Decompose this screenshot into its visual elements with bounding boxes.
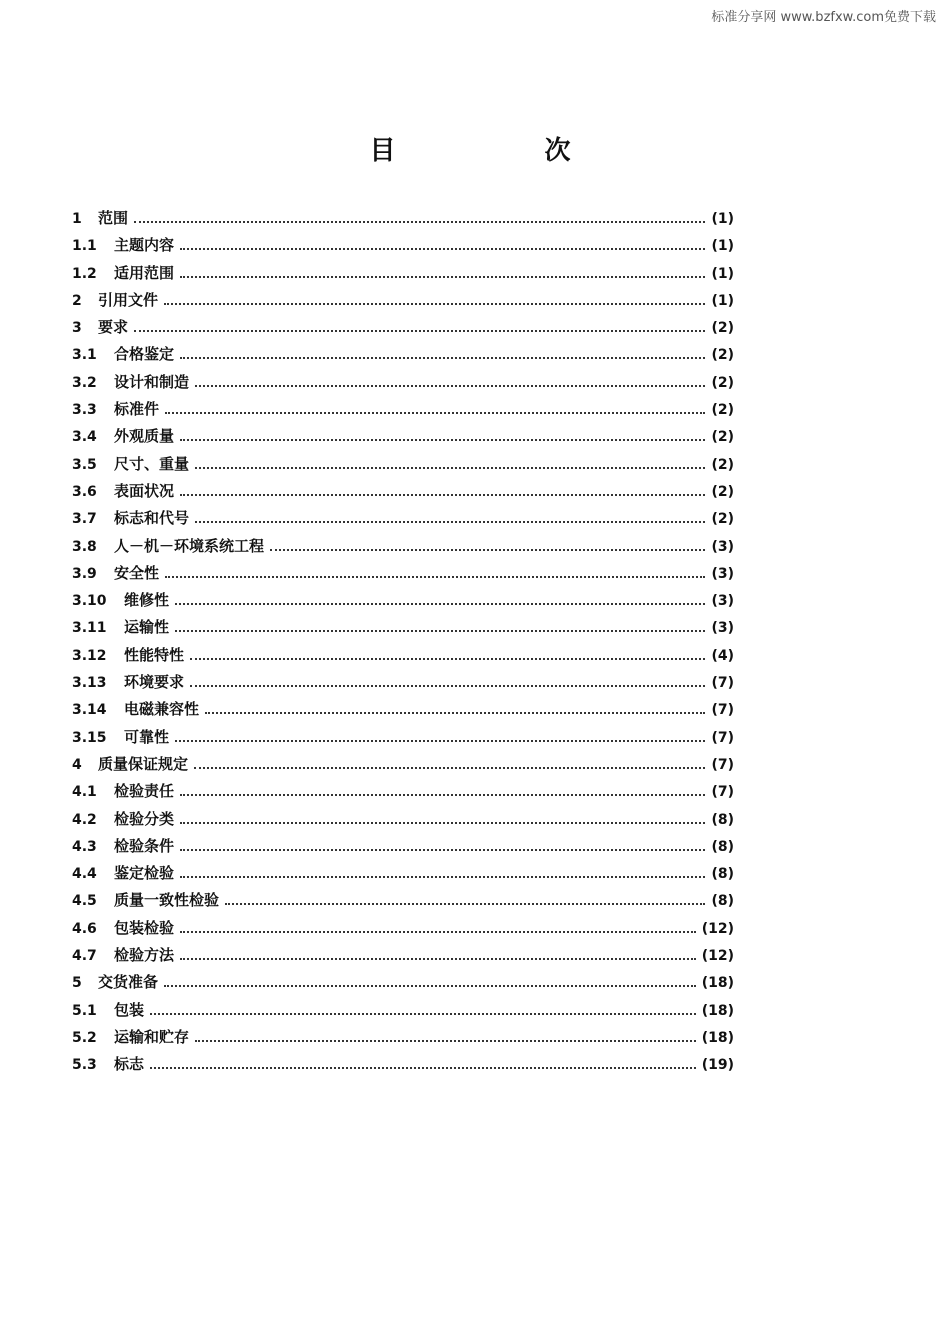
toc-leader-dots: [180, 248, 705, 250]
toc-leader-dots: [134, 330, 705, 332]
toc-entry[interactable]: [72, 371, 734, 398]
toc-entry-title: 外观质量: [114, 427, 175, 446]
toc-entry-number: 5.1: [72, 1002, 97, 1019]
toc-entry[interactable]: [72, 753, 734, 780]
toc-entry-title: 包装检验: [114, 918, 175, 937]
toc-leader-dots: [190, 685, 705, 687]
toc-entry-page: (3): [711, 538, 734, 555]
toc-entry-page: (2): [711, 483, 734, 500]
toc-entry-number: 4.7: [72, 948, 97, 965]
toc-leader-dots: [180, 822, 705, 824]
toc-entry-title: 人－机－环境系统工程: [114, 536, 265, 555]
toc-entry-page: (18): [701, 1002, 734, 1019]
toc-leader-dots: [270, 549, 705, 551]
toc-entry-page: (12): [701, 948, 734, 965]
toc-entry[interactable]: [72, 698, 734, 725]
toc-entry[interactable]: [72, 453, 734, 480]
toc-entry[interactable]: [72, 343, 734, 370]
toc-leader-dots: [134, 221, 705, 223]
toc-entry[interactable]: [72, 917, 734, 944]
toc-leader-dots: [180, 958, 696, 960]
toc-leader-dots: [205, 712, 705, 714]
toc-entry[interactable]: [72, 207, 734, 234]
toc-entry-page: (18): [701, 1029, 734, 1046]
toc-leader-dots: [180, 876, 705, 878]
toc-leader-dots: [180, 357, 705, 359]
page-title: 目 次: [369, 136, 641, 166]
toc-leader-dots: [164, 303, 705, 305]
toc-entry-title: 检验方法: [114, 946, 175, 965]
toc-entry-page: (12): [701, 920, 734, 937]
toc-entry-number: 2: [72, 292, 82, 309]
toc-leader-dots: [225, 903, 705, 905]
toc-entry-number: 3.4: [72, 429, 97, 446]
toc-entry-title: 检验分类: [114, 809, 175, 828]
toc-entry-page: (7): [711, 784, 734, 801]
toc-entry-page: (4): [711, 647, 734, 664]
toc-entry[interactable]: [72, 1053, 734, 1080]
toc-entry-title: 标志: [114, 1055, 145, 1074]
toc-entry-number: 3.7: [72, 511, 97, 528]
toc-entry-number: 3: [72, 320, 82, 337]
toc-entry-number: 3.15: [72, 729, 107, 746]
toc-entry-number: 3.2: [72, 374, 97, 391]
toc-entry-page: (2): [711, 456, 734, 473]
toc-entry-number: 3.12: [72, 647, 107, 664]
toc-entry-page: (1): [711, 211, 734, 227]
toc-leader-dots: [195, 467, 705, 469]
toc-leader-dots: [190, 658, 705, 660]
toc-entry[interactable]: [72, 616, 734, 643]
toc-entry-number: 4.2: [72, 811, 97, 828]
toc-entry-page: (18): [701, 975, 734, 992]
toc-entry[interactable]: [72, 289, 734, 316]
toc-entry-title: 标准件: [114, 400, 160, 419]
watermark-text: 标准分享网 www.bzfxw.com免费下载: [711, 10, 936, 25]
toc-entry[interactable]: [72, 535, 734, 562]
toc-entry-number: 3.9: [72, 565, 97, 582]
toc-entry-number: 4.6: [72, 920, 97, 937]
toc-entry-title: 交货准备: [98, 973, 159, 992]
toc-entry-page: (1): [711, 265, 734, 282]
toc-entry-page: (2): [711, 374, 734, 391]
toc-entry-title: 尺寸、重量: [114, 454, 190, 473]
toc-entry-page: (8): [711, 893, 734, 910]
toc-entry[interactable]: [72, 262, 734, 289]
toc-leader-dots: [195, 1040, 696, 1042]
toc-entry-page: (8): [711, 838, 734, 855]
toc-entry-title: 运输性: [124, 618, 170, 637]
toc-entry-page: (1): [711, 292, 734, 309]
toc-entry-number: 5.3: [72, 1057, 97, 1074]
toc-entry[interactable]: [72, 562, 734, 589]
toc-leader-dots: [180, 849, 705, 851]
toc-entry-page: (2): [711, 429, 734, 446]
toc-entry[interactable]: [72, 944, 734, 971]
toc-leader-dots: [150, 1067, 696, 1069]
toc-leader-dots: [195, 385, 705, 387]
toc-entry[interactable]: [72, 507, 734, 534]
toc-entry-page: (2): [711, 402, 734, 419]
table-of-contents: [72, 207, 734, 1081]
toc-entry-page: (1): [711, 238, 734, 255]
toc-leader-dots: [164, 985, 696, 987]
toc-entry-page: (19): [701, 1057, 734, 1074]
toc-entry-number: 3.8: [72, 538, 97, 555]
toc-entry-title: 表面状况: [114, 481, 175, 500]
toc-entry-page: (7): [711, 729, 734, 746]
toc-entry-title: 检验条件: [114, 836, 175, 855]
toc-entry[interactable]: [72, 480, 734, 507]
toc-entry-number: 4.3: [72, 838, 97, 855]
toc-entry-title: 安全性: [114, 563, 160, 582]
toc-entry-title: 质量保证规定: [98, 754, 189, 773]
toc-leader-dots: [195, 521, 705, 523]
toc-entry-title: 检验责任: [114, 782, 175, 801]
toc-leader-dots: [175, 740, 705, 742]
toc-entry-number: 3.13: [72, 675, 107, 692]
toc-entry-page: (2): [711, 347, 734, 364]
toc-entry-number: 1: [72, 211, 82, 227]
toc-entry[interactable]: [72, 398, 734, 425]
toc-entry-page: (3): [711, 593, 734, 610]
toc-entry[interactable]: [72, 316, 734, 343]
toc-entry[interactable]: [72, 234, 734, 261]
toc-entry-title: 性能特性: [124, 645, 185, 664]
toc-entry-page: (8): [711, 866, 734, 883]
toc-entry[interactable]: [72, 589, 734, 616]
toc-entry-number: 1.2: [72, 265, 97, 282]
toc-leader-dots: [180, 276, 705, 278]
toc-entry[interactable]: [72, 835, 734, 862]
toc-entry-title: 维修性: [124, 591, 170, 610]
toc-entry-number: 3.5: [72, 456, 97, 473]
toc-entry[interactable]: [72, 671, 734, 698]
toc-entry[interactable]: [72, 999, 734, 1026]
toc-entry-page: (3): [711, 565, 734, 582]
toc-entry[interactable]: [72, 1026, 734, 1053]
toc-entry-page: (2): [711, 511, 734, 528]
toc-entry-number: 4.1: [72, 784, 97, 801]
toc-entry-number: 4.4: [72, 866, 97, 883]
toc-entry-number: 3.1: [72, 347, 97, 364]
toc-leader-dots: [180, 439, 705, 441]
toc-entry[interactable]: [72, 889, 734, 916]
toc-entry-page: (8): [711, 811, 734, 828]
toc-entry[interactable]: [72, 971, 734, 998]
toc-entry-title: 引用文件: [98, 290, 159, 309]
toc-entry[interactable]: [72, 780, 734, 807]
toc-entry-title: 主题内容: [114, 236, 175, 255]
toc-entry-number: 4: [72, 756, 82, 773]
toc-entry[interactable]: [72, 644, 734, 671]
toc-entry-title: 范围: [98, 209, 129, 227]
toc-entry-number: 1.1: [72, 238, 97, 255]
toc-entry-title: 适用范围: [114, 263, 175, 282]
toc-entry[interactable]: [72, 425, 734, 452]
toc-entry-title: 可靠性: [124, 727, 170, 746]
toc-leader-dots: [180, 794, 705, 796]
toc-entry-page: (2): [711, 320, 734, 337]
toc-entry-page: (7): [711, 756, 734, 773]
toc-entry-number: 5.2: [72, 1029, 97, 1046]
toc-entry-number: 3.6: [72, 483, 97, 500]
toc-entry-title: 要求: [98, 318, 129, 337]
toc-entry-page: (7): [711, 702, 734, 719]
toc-entry-title: 环境要求: [124, 673, 185, 692]
toc-entry[interactable]: [72, 808, 734, 835]
toc-entry[interactable]: [72, 726, 734, 753]
toc-entry-title: 电磁兼容性: [124, 700, 200, 719]
toc-entry-number: 3.3: [72, 402, 97, 419]
toc-entry-page: (7): [711, 675, 734, 692]
toc-entry-page: (3): [711, 620, 734, 637]
toc-leader-dots: [175, 603, 705, 605]
toc-entry[interactable]: [72, 862, 734, 889]
toc-entry-title: 标志和代号: [114, 509, 190, 528]
toc-entry-number: 3.14: [72, 702, 107, 719]
toc-entry-title: 合格鉴定: [114, 345, 175, 364]
toc-entry-title: 鉴定检验: [114, 864, 175, 883]
toc-entry-title: 质量一致性检验: [114, 891, 220, 910]
toc-entry-number: 4.5: [72, 893, 97, 910]
toc-leader-dots: [180, 931, 696, 933]
toc-entry-title: 设计和制造: [114, 372, 190, 391]
toc-leader-dots: [180, 494, 705, 496]
toc-entry-number: 5: [72, 975, 82, 992]
toc-leader-dots: [194, 767, 705, 769]
toc-leader-dots: [150, 1013, 696, 1015]
toc-leader-dots: [165, 412, 705, 414]
toc-entry-number: 3.11: [72, 620, 107, 637]
toc-leader-dots: [175, 630, 705, 632]
toc-entry-title: 运输和贮存: [114, 1027, 190, 1046]
toc-entry-title: 包装: [114, 1000, 145, 1019]
toc-leader-dots: [165, 576, 705, 578]
toc-entry-number: 3.10: [72, 593, 107, 610]
